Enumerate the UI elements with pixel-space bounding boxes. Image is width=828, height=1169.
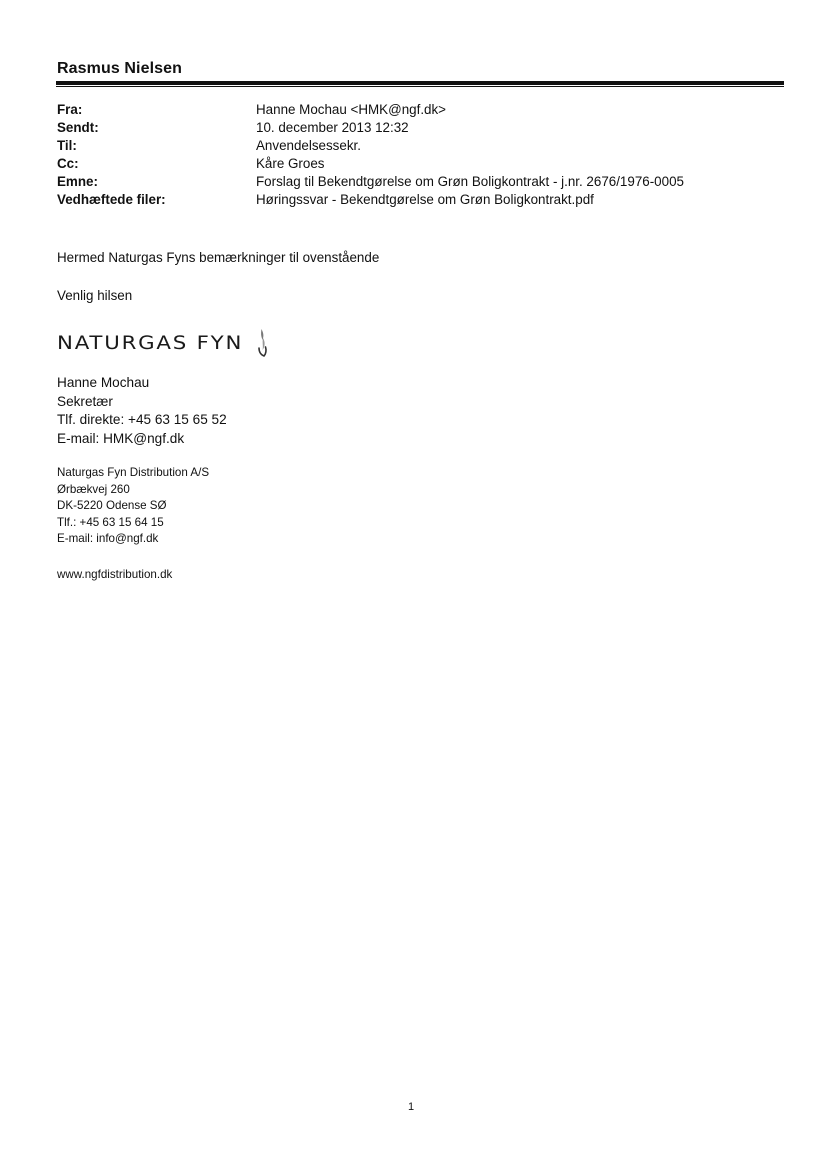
naturgas-fyn-logo [57,326,269,360]
company-email: E-mail: info@ngf.dk [57,532,159,546]
page-number: 1 [408,1101,415,1113]
meta-row-attachments [57,191,797,209]
meta-value-sent: 10. december 2013 12:32 [256,120,409,135]
signature-email: E-mail: HMK@ngf.dk [57,430,185,446]
company-phone: Tlf.: +45 63 15 64 15 [57,515,164,529]
meta-row-from [57,101,797,119]
signature-block [57,374,227,448]
meta-value-attachment: Høringssvar - Bekendtgørelse om Grøn Boligkontrakt.pdf [256,192,594,207]
signature-phone: Tlf. direkte: +45 63 15 65 52 [57,412,227,427]
meta-row-cc [57,155,797,173]
meta-value-from: Hanne Mochau <HMK@ngf.dk> [256,102,447,117]
meta-label: Fra: [57,102,83,117]
company-city: DK-5220 Odense SØ [57,499,167,513]
company-street: Ørbækvej 260 [57,482,130,496]
meta-value-cc: Kåre Groes [256,156,325,171]
meta-label: Vedhæftede filer: [57,192,166,207]
meta-label: Emne: [57,174,98,189]
meta-value-to: Anvendelsessekr. [256,138,361,153]
email-meta-table [57,101,797,209]
company-name: Naturgas Fyn Distribution A/S [57,466,210,479]
meta-row-subject [57,173,797,191]
meta-row-to [57,137,797,155]
website-link[interactable]: www.ngfdistribution.dk [57,568,173,581]
meta-label: Til: [57,138,77,153]
company-address [57,465,209,548]
meta-row-sent [57,119,797,137]
meta-label: Sendt: [57,120,99,135]
signature-title: Sekretær [57,393,113,409]
header-rule [56,81,784,87]
meta-value-subject: Forslag til Bekendtgørelse om Grøn Boligkontrakt - j.nr. 2676/1976-0005 [256,174,684,189]
body-greeting: Venlig hilsen [57,288,133,303]
signature-name: Hanne Mochau [57,375,150,390]
sender-name: Rasmus Nielsen [57,60,183,77]
logo-text: NATURGAS FYN [57,332,244,354]
body-intro: Hermed Naturgas Fyns bemærkninger til ovenstående [57,250,380,265]
meta-label: Cc: [57,156,79,171]
